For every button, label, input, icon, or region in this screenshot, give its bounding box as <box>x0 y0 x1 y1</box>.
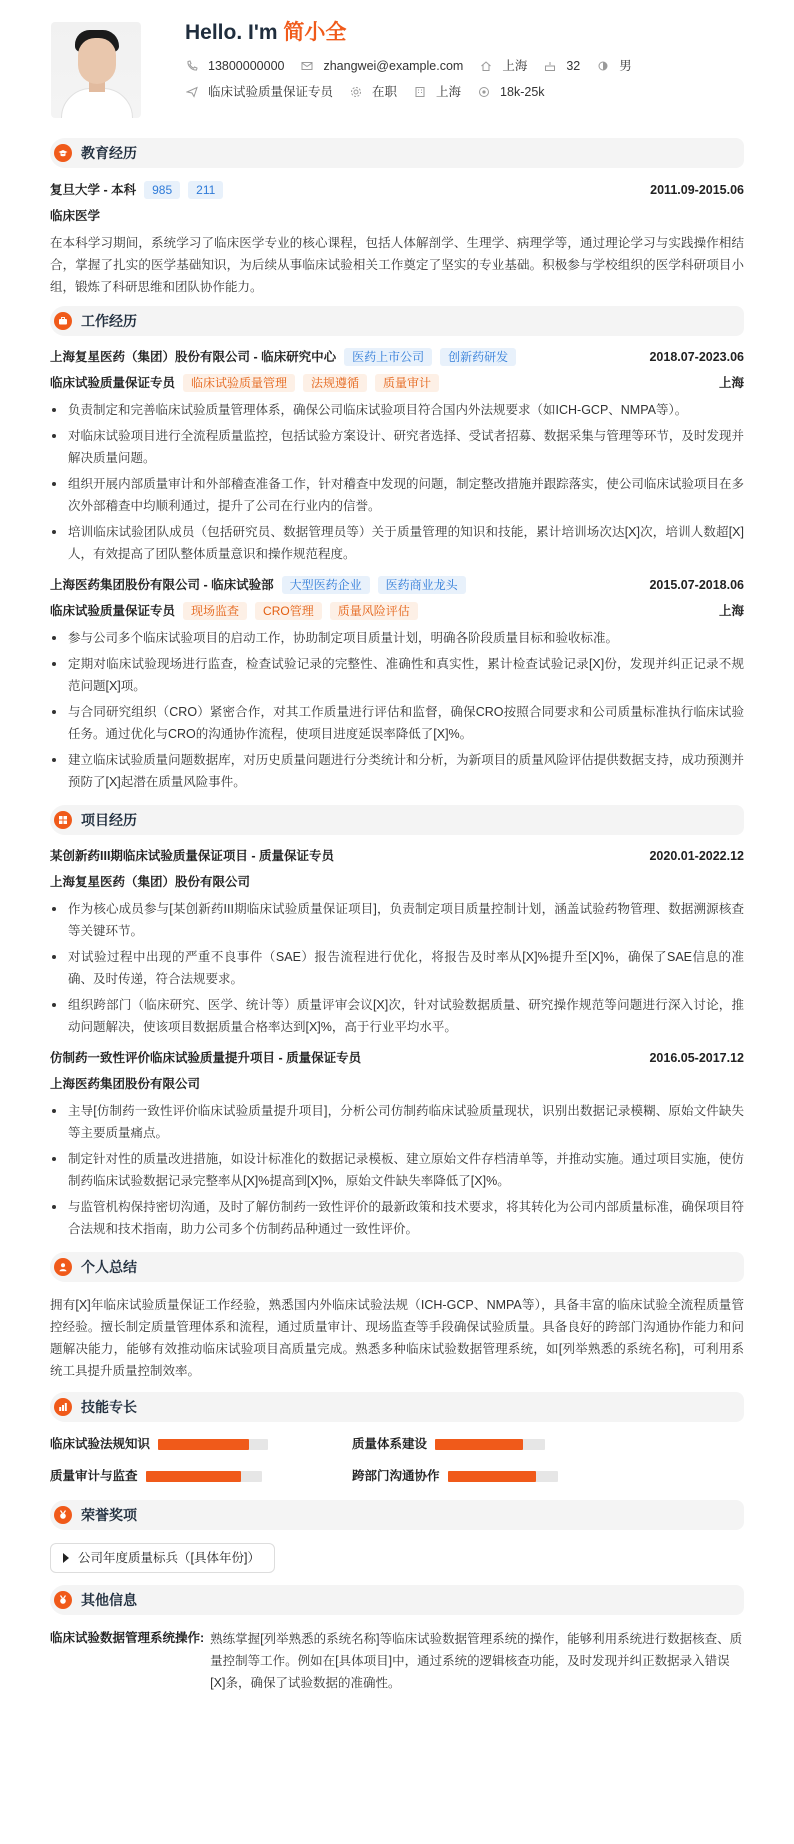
list-item: 对临床试验项目进行全流程质量监控，包括试验方案设计、研究者选择、受试者招募、数据采集与管理等环节，及时发现并解决质量问题。 <box>50 425 744 469</box>
skill-name: 跨部门沟通协作 <box>352 1469 440 1483</box>
date: 2020.01-2022.12 <box>649 849 744 863</box>
avatar <box>51 22 141 118</box>
project-entry <box>50 1042 744 1240</box>
other-info <box>50 1615 744 1694</box>
section-title: 技能专长 <box>81 1398 137 1415</box>
list-item: 培训临床试验团队成员（包括研究员、数据管理员等）关于质量管理的知识和技能，累计培训场次达[X]次，培训人数超[X]人，有效提高了团队整体质量意识和操作规范程度。 <box>50 521 744 565</box>
skill-item <box>352 1466 652 1486</box>
tag: CRO管理 <box>255 602 322 620</box>
tag: 临床试验质量管理 <box>183 374 295 392</box>
grid-icon <box>54 811 72 829</box>
tag: 创新药研发 <box>440 348 516 366</box>
date: 2011.09-2015.06 <box>650 183 744 197</box>
major: 临床医学 <box>50 209 101 223</box>
section-other <box>50 1585 744 1615</box>
send-icon <box>185 85 199 99</box>
briefcase-icon <box>54 312 72 330</box>
list-item: 与监管机构保持密切沟通，及时了解仿制药一致性评价的最新政策和技术要求，将其转化为公司内部质量标准，确保项目符合法规和技术指南，助力公司多个仿制药品种通过一致性评价。 <box>50 1196 744 1240</box>
tag: 医药商业龙头 <box>378 576 466 594</box>
medal-icon <box>54 1591 72 1609</box>
tag: 大型医药企业 <box>282 576 370 594</box>
company: 上海复星医药（集团）股份有限公司 - 临床研究中心 <box>50 350 337 364</box>
role: 临床试验质量保证专员 <box>50 604 176 618</box>
role: 临床试验质量保证专员 <box>50 376 176 390</box>
user-icon <box>54 1258 72 1276</box>
list-item: 组织开展内部质量审计和外部稽查准备工作，针对稽查中发现的问题，制定整改措施并跟踪落实，使公司临床试验项目在多次外部稽查中均顺利通过，提升了公司在行业内的信誉。 <box>50 473 744 517</box>
skill-bar <box>158 1439 268 1450</box>
education-description: 在本科学习期间，系统学习了临床医学专业的核心课程，包括人体解剖学、生理学、病理学等，通过理论学习与实践操作相结合，掌握了扎实的医学基础知识，为后续从事临床试验相关工作奠定了坚实的专业基础。积极参与学校组织的医学科研项目小组，锻炼了科研思维和团队协作能力。 <box>50 236 744 294</box>
city: 上海 <box>718 604 744 618</box>
skill-item <box>50 1434 352 1454</box>
education-entry <box>50 168 744 298</box>
responsibility-list <box>50 627 744 793</box>
personal-info <box>185 18 648 101</box>
section-title: 其他信息 <box>81 1591 137 1608</box>
home-icon <box>479 59 493 73</box>
gender-icon <box>596 59 610 73</box>
award-item: 公司年度质量标兵（[具体年份]） <box>50 1543 275 1573</box>
section-title: 工作经历 <box>81 312 137 329</box>
skill-item <box>50 1466 352 1486</box>
project-org: 上海复星医药（集团）股份有限公司 <box>50 875 251 889</box>
project-title: 仿制药一致性评价临床试验质量提升项目 - 质量保证专员 <box>50 1051 362 1065</box>
skill-name: 临床试验法规知识 <box>50 1437 151 1451</box>
project-entry <box>50 835 744 1038</box>
summary-text: 拥有[X]年临床试验质量保证工作经验，熟悉国内外临床试验法规（ICH-GCP、NMPA等），具备丰富的临床试验全流程质量管控经验。擅长制定质量管理体系和流程，通过质量审计、现场监查等手段确保试验质量。具备良好的跨部门沟通协作能力和问题解决能力，能够有效推动临床试验项目高质量完成。熟悉多种临床试验数据管理系统，如[列举熟悉的系统名称]，可利用系统工具提升质量控制效率。 <box>50 1298 744 1378</box>
list-item: 参与公司多个临床试验项目的启动工作，协助制定项目质量计划，明确各阶段质量目标和验收标准。 <box>50 627 744 649</box>
skill-bar-fill <box>158 1439 249 1450</box>
section-work <box>50 306 744 336</box>
other-value: 熟练掌握[列举熟悉的系统名称]等临床试验数据管理系统的操作，能够利用系统进行数据核查、质量控制等工作。例如在[具体项目]中，通过系统的逻辑核查功能，及时发现并纠正数据录入错误[X]条，确保了试验数据的准确性。 <box>210 1632 743 1690</box>
skill-name: 质量体系建设 <box>352 1437 428 1451</box>
resume-header <box>50 18 744 138</box>
section-title: 项目经历 <box>81 811 137 828</box>
other-label: 临床试验数据管理系统操作: <box>50 1631 205 1645</box>
chart-icon <box>54 1398 72 1416</box>
tag: 质量审计 <box>375 374 439 392</box>
section-education <box>50 138 744 168</box>
candidate-name: 简小全 <box>283 21 347 44</box>
section-awards <box>50 1500 744 1530</box>
greeting: Hello. I'm 简小全 <box>185 21 347 44</box>
project-list <box>50 1100 744 1240</box>
list-item: 负责制定和完善临床试验质量管理体系，确保公司临床试验项目符合国内外法规要求（如ICH-GCP、NMPA等）。 <box>50 399 744 421</box>
target-city: 上海 <box>413 83 461 101</box>
date: 2016.05-2017.12 <box>649 1051 744 1065</box>
tag: 985 <box>144 181 180 199</box>
work-entry <box>50 569 744 793</box>
city: 上海 <box>718 376 744 390</box>
cake-icon <box>543 59 557 73</box>
building-icon <box>413 85 427 99</box>
project-org: 上海医药集团股份有限公司 <box>50 1077 201 1091</box>
tag: 211 <box>188 181 223 199</box>
list-item: 主导[仿制药一致性评价临床试验质量提升项目]，分析公司仿制药临床试验质量现状，识别出数据记录模糊、原始文件缺失等主要质量痛点。 <box>50 1100 744 1144</box>
skill-bar <box>146 1471 262 1482</box>
school: 复旦大学 - 本科 <box>50 183 137 197</box>
gender: 男 <box>596 57 632 75</box>
list-item: 定期对临床试验现场进行监查，检查试验记录的完整性、准确性和真实性，累计检查试验记录[X]份，发现并纠正记录不规范问题[X]项。 <box>50 653 744 697</box>
tag: 现场监查 <box>183 602 247 620</box>
skill-bar-fill <box>448 1471 536 1482</box>
skill-bar <box>435 1439 545 1450</box>
age: 32 <box>543 57 580 75</box>
date: 2015.07-2018.06 <box>649 578 744 592</box>
awards-list <box>50 1530 744 1573</box>
section-projects <box>50 805 744 835</box>
tag: 质量风险评估 <box>330 602 418 620</box>
salary: 18k-25k <box>477 83 544 101</box>
project-title: 某创新药III期临床试验质量保证项目 - 质量保证专员 <box>50 849 335 863</box>
section-title: 荣誉奖项 <box>81 1506 137 1523</box>
list-item: 组织跨部门（临床研究、医学、统计等）质量评审会议[X]次，针对试验数据质量、研究操作规范等问题进行深入讨论，推动问题解决，使该项目数据质量合格率达到[X]%，高于行业平均水平。 <box>50 994 744 1038</box>
medal-icon <box>54 1506 72 1524</box>
list-item: 建立临床试验质量问题数据库，对历史质量问题进行分类统计和分析，为新项目的质量风险评估提供数据支持，成功预测并预防了[X]起潜在质量风险事件。 <box>50 749 744 793</box>
project-list <box>50 898 744 1038</box>
list-item: 制定针对性的质量改进措施，如设计标准化的数据记录模板、建立原始文件存档清单等，并推动实施。通过项目实施，使仿制药临床试验数据记录完整率从[X]%提高到[X]%，原始文件缺失率降低了[X]%。 <box>50 1148 744 1192</box>
tag: 法规遵循 <box>303 374 367 392</box>
email: zhangwei@example.com <box>300 57 463 75</box>
skill-bar <box>448 1471 558 1482</box>
list-item: 作为核心成员参与[某创新药III期临床试验质量保证项目]，负责制定项目质量控制计划，涵盖试验药物管理、数据溯源核查等关键环节。 <box>50 898 744 942</box>
skill-bar-fill <box>435 1439 523 1450</box>
skill-item <box>352 1434 652 1454</box>
job-intent-row <box>185 83 648 101</box>
contact-row <box>185 57 648 75</box>
coin-icon <box>477 85 491 99</box>
play-icon <box>63 1553 69 1563</box>
skill-name: 质量审计与监查 <box>50 1469 138 1483</box>
mail-icon <box>300 59 314 73</box>
responsibility-list <box>50 399 744 565</box>
skills-grid <box>50 1422 744 1486</box>
skill-bar-fill <box>146 1471 241 1482</box>
work-entry <box>50 336 744 565</box>
section-title: 教育经历 <box>81 144 137 161</box>
tag: 医药上市公司 <box>344 348 432 366</box>
gear-icon <box>349 85 363 99</box>
list-item: 与合同研究组织（CRO）紧密合作，对其工作质量进行评估和监督，确保CRO按照合同要求和公司质量标准执行临床试验任务。通过优化与CRO的沟通协作流程，使项目进度延误率降低了[X]%。 <box>50 701 744 745</box>
phone: 13800000000 <box>185 57 284 75</box>
list-item: 对试验过程中出现的严重不良事件（SAE）报告流程进行优化，将报告及时率从[X]%提升至[X]%，确保了SAE信息的准确、及时传递，符合法规要求。 <box>50 946 744 990</box>
graduation-cap-icon <box>54 144 72 162</box>
section-summary <box>50 1252 744 1282</box>
job-status: 在职 <box>349 83 397 101</box>
home-city: 上海 <box>479 57 527 75</box>
date: 2018.07-2023.06 <box>649 350 744 364</box>
target-job: 临床试验质量保证专员 <box>185 83 333 101</box>
company: 上海医药集团股份有限公司 - 临床试验部 <box>50 578 274 592</box>
section-title: 个人总结 <box>81 1258 137 1275</box>
section-skills <box>50 1392 744 1422</box>
phone-icon <box>185 59 199 73</box>
